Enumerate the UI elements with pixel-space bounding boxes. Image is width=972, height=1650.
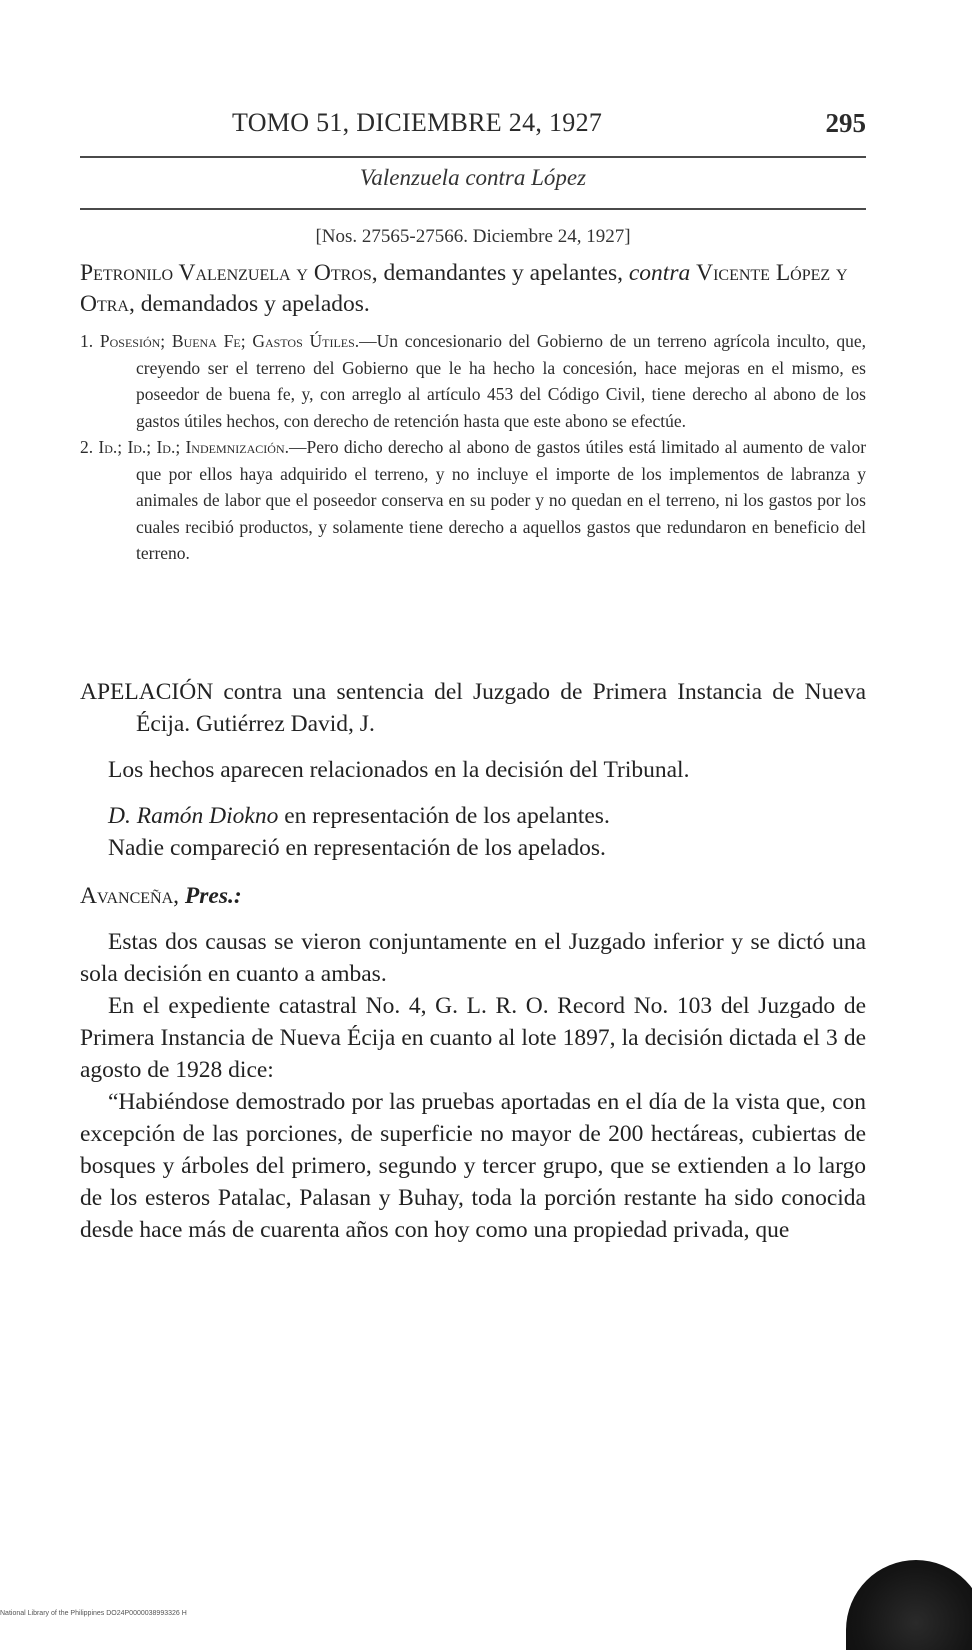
case-reference: [Nos. 27565-27566. Diciembre 24, 1927] xyxy=(315,226,631,247)
case-parties xyxy=(80,258,866,320)
defendants-name: Vicente López y Otra xyxy=(80,260,848,317)
plaintiffs-role: , demandantes y apelantes, xyxy=(371,260,623,286)
book-page xyxy=(80,0,866,1626)
page-number: 295 xyxy=(825,108,866,138)
counsel-name: D. Ramón Diokno xyxy=(108,803,279,829)
syllabus xyxy=(80,328,866,567)
header-rule-bottom xyxy=(80,208,866,210)
syllabus-number: 1. xyxy=(80,331,94,351)
syllabus-item xyxy=(80,328,866,434)
header-rule-top xyxy=(80,156,866,158)
no-appearance-paragraph: Nadie compareció en representación de los apelados. xyxy=(108,835,606,861)
body-paragraph: Estas dos causas se vieron conjuntamente en el Juzgado inferior y se dictó una sola decisión en cuanto a ambas. xyxy=(80,929,866,987)
syllabus-text: —Un concesionario del Gobierno de un terreno agrícola inculto, que, creyendo ser el terreno del Gobierno que le ha hecho la concesión, hace mejoras en el mismo, es poseedor de buena fe, y, con arreglo al artículo 453 del Código Civil, tiene derecho al abono de los gastos útiles hechos, con derecho de retención hasta que este abono se efectúe. xyxy=(136,331,866,431)
syllabus-heading: Posesión; Buena Fe; Gastos Útiles. xyxy=(99,331,360,351)
syllabus-heading: Id.; Id.; Id.; Indemnización. xyxy=(98,437,289,457)
counsel-text: en representación de los apelantes. xyxy=(278,803,610,829)
author-line xyxy=(80,880,866,912)
body-paragraph: En el expediente catastral No. 4, G. L. R. O. Record No. 103 del Juzgado de Primera Instancia de Nueva Écija en cuanto al lote 1897, la decisión dictada el 3 de agosto de 1928 dice: xyxy=(80,993,866,1083)
case-title: Valenzuela contra López xyxy=(359,165,587,190)
page-header xyxy=(80,108,866,148)
appeal-paragraph: APELACIÓN contra una sentencia del Juzgado de Primera Instancia de Nueva Écija. Gutiérrez David, J. xyxy=(80,679,866,737)
syllabus-text: —Pero dicho derecho al abono de gastos útiles está limitado al aumento de valor que por ellos haya adquirido el terreno, y no incluye el importe de los implementos de labranza y animales de labor que el poseedor conserva en su poder y no quedan en el terreno, ni los gastos por los cuales recibió productos, y solamente tiene derecho a aquellos gastos que redundaron en beneficio del terreno. xyxy=(136,437,867,563)
scan-footer-note: National Library of the Philippines DO24P0000038993326 H xyxy=(0,1610,187,1617)
author-title: Pres.: xyxy=(179,883,242,909)
facts-paragraph: Los hechos aparecen relacionados en la decisión del Tribunal. xyxy=(108,757,690,783)
running-head: TOMO 51, DICIEMBRE 24, 1927 xyxy=(232,108,603,137)
syllabus-number: 2. xyxy=(80,437,94,457)
author-name: Avanceña, xyxy=(80,883,180,909)
opinion-body xyxy=(80,676,866,1246)
defendants-role: , demandados y apelados. xyxy=(128,291,370,317)
plaintiffs-name: Petronilo Valenzuela y Otros xyxy=(80,260,372,286)
contra-word: contra xyxy=(628,260,691,286)
counsel-paragraph xyxy=(80,800,866,832)
syllabus-item xyxy=(80,434,866,567)
quote-paragraph: “Habiéndose demostrado por las pruebas aportadas en el día de la vista que, con excepción de las porciones, de superficie no mayor de 200 hectáreas, cubiertas de bosques y árboles del primero, segundo y tercer grupo, que se extienden a lo largo de los esteros Patalac, Palasan y Buhay, toda la porción restante ha sido conocida desde hace más de cuarenta años con hoy como una propiedad privada, que xyxy=(80,1089,866,1243)
